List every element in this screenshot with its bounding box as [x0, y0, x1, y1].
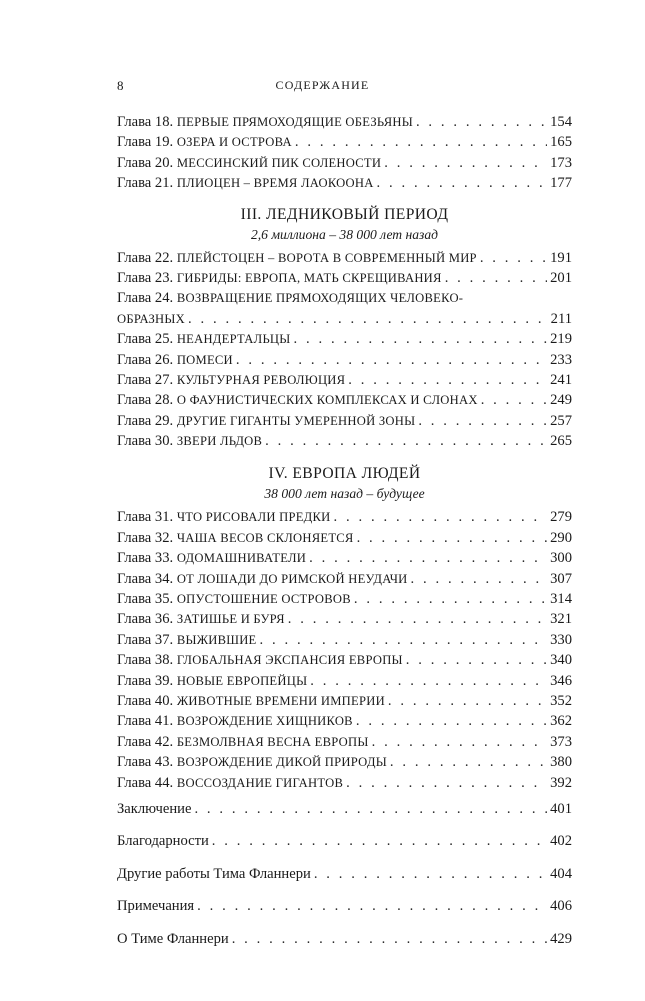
chapter-title-continuation: ОБРАЗНЫХ	[117, 311, 185, 326]
toc-entry	[117, 329, 572, 349]
toc-entry	[117, 630, 572, 650]
entry-title: О Тиме Фланнери	[117, 930, 229, 947]
chapter-title: ОДОМАШНИВАТЕЛИ	[176, 551, 307, 566]
toc-entry-text	[117, 411, 415, 431]
toc-entry-text	[117, 132, 292, 152]
back-matter-entry	[117, 896, 572, 916]
dot-leader	[356, 711, 547, 731]
toc-entry	[117, 569, 572, 589]
page-ref: 257	[550, 412, 572, 429]
spacer	[117, 852, 572, 864]
page-header	[0, 78, 645, 96]
chapter-number: Глава 40.	[117, 692, 174, 709]
part-3-title: III. ЛЕДНИКОВЫЙ ПЕРИОД	[240, 205, 449, 223]
page-ref: 241	[550, 371, 572, 388]
page-ref: 177	[550, 175, 572, 192]
chapter-title: ВЫЖИВШИЕ	[176, 632, 257, 647]
spacer	[117, 884, 572, 896]
page-ref: 211	[550, 310, 572, 327]
back-matter-list	[117, 793, 572, 949]
dot-leader	[481, 390, 547, 410]
chapter-title: ЗВЕРИ ЛЬДОВ	[176, 434, 263, 449]
toc-entry-text	[117, 153, 381, 173]
chapter-number: Глава 20.	[117, 154, 174, 171]
chapter-number: Глава 23.	[117, 269, 174, 286]
dot-leader	[309, 548, 547, 568]
dot-leader	[410, 569, 547, 589]
dot-leader	[295, 132, 547, 152]
back-matter-title	[117, 929, 229, 949]
chapter-number: Глава 33.	[117, 550, 174, 567]
page-ref: 352	[550, 692, 572, 709]
toc-entry-text	[117, 752, 387, 772]
dot-leader	[197, 896, 547, 916]
dot-leader	[232, 929, 547, 949]
toc-entry	[117, 752, 572, 772]
toc-entry-text	[117, 711, 353, 731]
page-ref: 406	[550, 898, 572, 915]
toc-entry	[117, 350, 572, 370]
entry-title: Другие работы Тима Фланнери	[117, 865, 311, 882]
dot-leader	[288, 609, 547, 629]
toc-entry	[117, 173, 572, 193]
chapter-title: НОВЫЕ ЕВРОПЕЙЦЫ	[176, 673, 308, 688]
chapter-number: Глава 22.	[117, 249, 174, 266]
chapter-number: Глава 29.	[117, 412, 174, 429]
toc-entry-text	[117, 507, 331, 527]
chapter-number: Глава 34.	[117, 570, 174, 587]
part-4-title: IV. ЕВРОПА ЛЮДЕЙ	[268, 465, 421, 483]
dot-leader	[372, 732, 548, 752]
chapter-number: Глава 35.	[117, 591, 174, 608]
dot-leader	[390, 752, 547, 772]
toc-entry-text	[117, 528, 354, 548]
chapter-number: Глава 39.	[117, 672, 174, 689]
part-3-list	[117, 248, 572, 452]
dot-leader	[212, 831, 547, 851]
toc-entry-text	[117, 431, 262, 451]
toc-entry	[117, 691, 572, 711]
dot-leader	[346, 773, 547, 793]
chapter-number: Глава 27.	[117, 371, 174, 388]
toc-entry-text	[117, 773, 343, 793]
chapter-title: ВОЗВРАЩЕНИЕ ПРЯМОХОДЯЩИХ ЧЕЛОВЕКО-	[176, 291, 464, 306]
page-ref: 392	[550, 774, 572, 791]
chapter-number: Глава 42.	[117, 733, 174, 750]
toc-entry	[117, 112, 572, 132]
chapter-title: ЧТО РИСОВАЛИ ПРЕДКИ	[176, 510, 331, 525]
chapter-title: ПЕРВЫЕ ПРЯМОХОДЯЩИЕ ОБЕЗЬЯНЫ	[176, 115, 413, 129]
chapter-number: Глава 19.	[117, 134, 174, 151]
toc-entry	[117, 248, 572, 268]
chapter-number: Глава 32.	[117, 529, 174, 546]
chapter-title: НЕАНДЕРТАЛЬЦЫ	[176, 332, 291, 347]
chapter-number: Глава 43.	[117, 754, 174, 771]
toc-entry-text	[117, 309, 185, 329]
toc-entry	[117, 370, 572, 390]
page-ref: 165	[550, 134, 572, 151]
page-ref: 219	[550, 331, 572, 348]
toc-entry-text	[117, 671, 307, 691]
chapter-number: Глава 36.	[117, 611, 174, 628]
spacer	[117, 917, 572, 929]
page-ref: 201	[550, 269, 572, 286]
chapter-number: Глава 21.	[117, 175, 174, 192]
page-ref: 401	[550, 800, 572, 817]
toc-entry	[117, 732, 572, 752]
dot-leader	[314, 864, 547, 884]
page-ref: 233	[550, 351, 572, 368]
page-ref: 265	[550, 433, 572, 450]
chapter-title: ВОССОЗДАНИЕ ГИГАНТОВ	[176, 775, 344, 790]
toc-entry-text	[117, 569, 407, 589]
toc-entry	[117, 288, 572, 308]
chapter-title: ДРУГИЕ ГИГАНТЫ УМЕРЕННОЙ ЗОНЫ	[176, 413, 416, 428]
chapter-title: О ФАУНИСТИЧЕСКИХ КОМПЛЕКСАХ И СЛОНАХ	[176, 393, 478, 408]
chapter-title: БЕЗМОЛВНАЯ ВЕСНА ЕВРОПЫ	[176, 734, 369, 749]
page-ref: 249	[550, 392, 572, 409]
dot-leader	[354, 589, 547, 609]
table-of-contents	[117, 112, 572, 949]
chapter-number: Глава 30.	[117, 433, 174, 450]
toc-entry-text	[117, 732, 369, 752]
page-ref: 173	[550, 154, 572, 171]
chapter-title: ВОЗРОЖДЕНИЕ ХИЩНИКОВ	[176, 714, 353, 729]
toc-entry	[117, 650, 572, 670]
dot-leader	[406, 650, 547, 670]
toc-entry	[117, 153, 572, 173]
toc-entry	[117, 132, 572, 152]
chapter-title: ГЛОБАЛЬНАЯ ЭКСПАНСИЯ ЕВРОПЫ	[176, 653, 403, 668]
dot-leader	[384, 153, 547, 173]
dot-leader	[236, 350, 547, 370]
chapter-number: Глава 26.	[117, 351, 174, 368]
back-matter-entry	[117, 831, 572, 851]
chapter-title: ПЛЕЙСТОЦЕН – ВОРОТА В СОВРЕМЕННЫЙ МИР	[176, 250, 477, 265]
chapter-title: ЖИВОТНЫЕ ВРЕМЕНИ ИМПЕРИИ	[176, 693, 385, 708]
toc-entry	[117, 609, 572, 629]
chapter-title: ПЛИОЦЕН – ВРЕМЯ ЛАОКООНА	[176, 176, 374, 191]
page-ref: 154	[550, 114, 572, 130]
page-ref: 321	[550, 611, 572, 628]
toc-entry	[117, 548, 572, 568]
chapter-title: ОТ ЛОШАДИ ДО РИМСКОЙ НЕУДАЧИ	[176, 571, 408, 586]
chapter-number: Глава 38.	[117, 652, 174, 669]
chapter-title: КУЛЬТУРНАЯ РЕВОЛЮЦИЯ	[176, 372, 346, 387]
toc-entry	[117, 411, 572, 431]
toc-entry	[117, 268, 572, 288]
part-4-subtitle: 38 000 лет назад – будущее	[264, 486, 425, 502]
toc-entry-text	[117, 650, 403, 670]
back-matter-title	[117, 831, 209, 851]
entry-title: Примечания	[117, 898, 195, 915]
toc-entry	[117, 431, 572, 451]
dot-leader	[418, 411, 547, 431]
toc-entry-text	[117, 691, 385, 711]
toc-entry	[117, 507, 572, 527]
page-ref: 290	[550, 529, 572, 546]
chapter-title: ОЗЕРА И ОСТРОВА	[176, 135, 292, 150]
toc-entry	[117, 589, 572, 609]
chapter-number: Глава 37.	[117, 631, 174, 648]
toc-entry-text	[117, 609, 285, 629]
back-matter-title	[117, 864, 311, 884]
toc-entry-text	[117, 548, 306, 568]
dot-leader	[334, 507, 548, 527]
spacer	[117, 819, 572, 831]
chapter-number: Глава 31.	[117, 509, 174, 526]
page-ref: 346	[550, 672, 572, 689]
page-ref: 314	[550, 591, 572, 608]
page-ref: 279	[550, 509, 572, 526]
toc-entry-text	[117, 390, 478, 410]
toc-entry	[117, 773, 572, 793]
toc-entry-text	[117, 329, 291, 349]
toc-entry-text	[117, 630, 256, 650]
page-ref: 307	[550, 570, 572, 587]
dot-leader	[310, 671, 547, 691]
page-ref: 373	[550, 733, 572, 750]
page-ref: 402	[550, 833, 572, 850]
chapter-title: ЗАТИШЬЕ И БУРЯ	[176, 612, 285, 627]
section-2-list	[117, 112, 572, 194]
dot-leader	[348, 370, 547, 390]
back-matter-title	[117, 896, 194, 916]
chapter-title: ПОМЕСИ	[176, 352, 233, 367]
part-3-subtitle: 2,6 миллиона – 38 000 лет назад	[250, 226, 439, 242]
chapter-title: ВОЗРОЖДЕНИЕ ДИКОЙ ПРИРОДЫ	[176, 755, 387, 770]
chapter-number: Глава 24.	[117, 290, 174, 307]
dot-leader	[194, 799, 547, 819]
page-number: 8	[117, 78, 124, 93]
chapter-title: ОПУСТОШЕНИЕ ОСТРОВОВ	[176, 592, 351, 607]
toc-entry-continuation	[117, 309, 572, 329]
toc-entry-text	[117, 350, 233, 370]
back-matter-entry	[117, 864, 572, 884]
dot-leader	[377, 173, 548, 193]
chapter-number: Глава 18.	[117, 114, 174, 130]
entry-title: Заключение	[117, 800, 192, 817]
page-ref: 362	[550, 713, 572, 730]
chapter-title: МЕССИНСКИЙ ПИК СОЛЕНОСТИ	[176, 155, 382, 170]
toc-entry-text	[117, 288, 463, 308]
toc-entry	[117, 671, 572, 691]
page-ref: 380	[550, 754, 572, 771]
page-ref: 300	[550, 550, 572, 567]
chapter-title: ЧАША ВЕСОВ СКЛОНЯЕТСЯ	[176, 530, 354, 545]
chapter-number: Глава 28.	[117, 392, 174, 409]
page-ref: 340	[550, 652, 572, 669]
toc-entry	[117, 528, 572, 548]
dot-leader	[480, 248, 547, 268]
toc-entry-text	[117, 248, 477, 268]
dot-leader	[294, 329, 548, 349]
toc-entry	[117, 390, 572, 410]
dot-leader	[416, 112, 547, 132]
toc-entry-text	[117, 112, 413, 132]
part-4-list	[117, 507, 572, 792]
chapter-title: ГИБРИДЫ: ЕВРОПА, МАТЬ СКРЕЩИВАНИЯ	[176, 270, 442, 285]
back-matter-entry	[117, 799, 572, 819]
toc-entry-text	[117, 268, 442, 288]
page-ref: 404	[550, 865, 572, 882]
chapter-number: Глава 44.	[117, 774, 174, 791]
chapter-number: Глава 41.	[117, 713, 174, 730]
toc-entry-text	[117, 589, 351, 609]
toc-entry-text	[117, 173, 374, 193]
page-ref: 191	[550, 249, 572, 266]
toc-entry-text	[117, 370, 345, 390]
toc-entry	[117, 711, 572, 731]
back-matter-entry	[117, 929, 572, 949]
dot-leader	[259, 630, 547, 650]
back-matter-title	[117, 799, 191, 819]
entry-title: Благодарности	[117, 833, 209, 850]
dot-leader	[445, 268, 547, 288]
dot-leader	[388, 691, 547, 711]
chapter-number: Глава 25.	[117, 331, 174, 348]
page-ref: 330	[550, 631, 572, 648]
page-ref: 429	[550, 930, 572, 947]
dot-leader	[265, 431, 547, 451]
running-title: СОДЕРЖАНИЕ	[275, 78, 370, 92]
dot-leader	[188, 309, 548, 329]
dot-leader	[357, 528, 548, 548]
